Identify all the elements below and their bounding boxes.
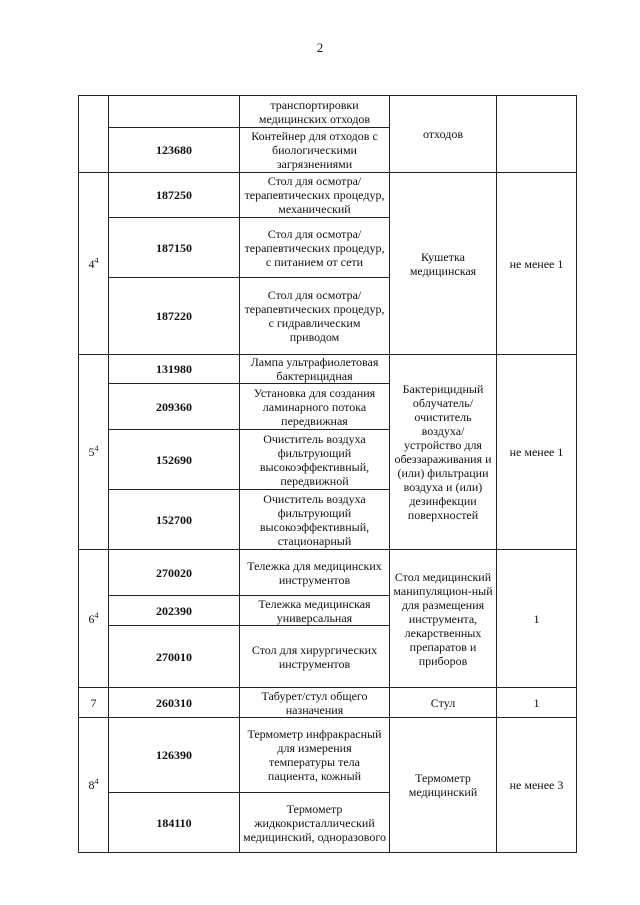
code-cell: 187220 (109, 278, 240, 355)
name-cell: Стол для хирургических инструментов (240, 626, 390, 688)
row-number (79, 96, 109, 173)
name-cell: Контейнер для отходов с биологическими загрязнениями (240, 128, 390, 173)
equipment-table (78, 95, 577, 853)
code-cell: 131980 (109, 355, 240, 384)
code-cell: 209360 (109, 384, 240, 430)
code-cell: 202390 (109, 596, 240, 626)
name-cell: Табурет/стул общего назначения (240, 688, 390, 718)
table-row (79, 173, 577, 218)
quantity-cell: не менее 3 (497, 718, 577, 853)
code-cell: 184110 (109, 793, 240, 853)
name-cell: Стол для осмотра/терапевтических процедур, с питанием от сети (240, 218, 390, 278)
row-number: $5^4$ (79, 355, 109, 550)
name-cell: Тележка для медицинских инструментов (240, 550, 390, 596)
quantity-cell: 1 (497, 688, 577, 718)
name-cell: Термометр инфракрасный для измерения температуры тела пациента, кожный (240, 718, 390, 793)
code-cell: 270020 (109, 550, 240, 596)
code-cell: 123680 (109, 128, 240, 173)
name-cell: Тележка медицинская универсальная (240, 596, 390, 626)
type-cell: Стол медицинский манипуляцион-ный для размещения инструмента, лекарственных препаратов и приборов (390, 550, 497, 688)
type-cell: Стул (390, 688, 497, 718)
table-row (79, 550, 577, 596)
quantity-cell: не менее 1 (497, 355, 577, 550)
code-cell (109, 96, 240, 128)
name-cell: Стол для осмотра/терапевтических процедур, механический (240, 173, 390, 218)
name-cell: Очиститель воздуха фильтрующий высокоэффективный, стационарный (240, 490, 390, 550)
type-cell: Бактерицидный облучатель/ очиститель воздуха/ устройство для обеззараживания и (или) фильтрации воздуха и (или) дезинфекции поверхностей (390, 355, 497, 550)
code-cell: 187150 (109, 218, 240, 278)
code-cell: 187250 (109, 173, 240, 218)
page-number: 2 (316, 40, 324, 55)
name-cell: транспортировки медицинских отходов (240, 96, 390, 128)
row-number: 7 (79, 688, 109, 718)
name-cell: Установка для создания ламинарного потока передвижная (240, 384, 390, 430)
code-cell: 260310 (109, 688, 240, 718)
code-cell: 152700 (109, 490, 240, 550)
table-row (79, 718, 577, 793)
name-cell: Термометр жидкокристаллический медицинский, одноразового (240, 793, 390, 853)
table-row (79, 96, 577, 128)
type-cell: отходов (390, 96, 497, 173)
name-cell: Очиститель воздуха фильтрующий высокоэффективный, передвижной (240, 430, 390, 490)
table-row (79, 355, 577, 384)
quantity-cell (497, 96, 577, 173)
type-cell: Термометр медицинский (390, 718, 497, 853)
name-cell: Лампа ультрафиолетовая бактерицидная (240, 355, 390, 384)
table-row (79, 688, 577, 718)
quantity-cell: 1 (497, 550, 577, 688)
row-number: $8^4$ (79, 718, 109, 853)
code-cell: 126390 (109, 718, 240, 793)
code-cell: 152690 (109, 430, 240, 490)
code-cell: 270010 (109, 626, 240, 688)
row-number: $6^4$ (79, 550, 109, 688)
name-cell: Стол для осмотра/терапевтических процедур, с гидравлическим приводом (240, 278, 390, 355)
quantity-cell: не менее 1 (497, 173, 577, 355)
row-number: $4^4$ (79, 173, 109, 355)
type-cell: Кушетка медицинская (390, 173, 497, 355)
